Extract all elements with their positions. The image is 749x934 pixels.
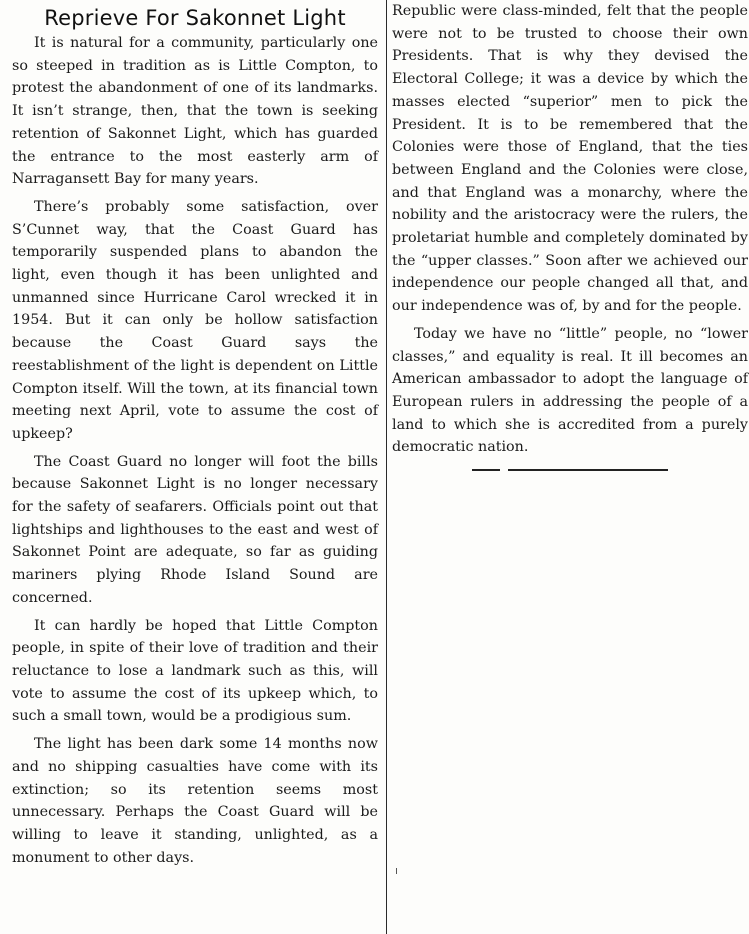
divider-short-rule (472, 469, 500, 471)
article-paragraph-4: It can hardly be hoped that Little Compton people, in spite of their love of tradition and their reluctance to lose a landmark such as this, will vote to assume the cost of its upkeep which, to such a small town, would be a prodigious sum. (12, 617, 378, 725)
left-column (12, 0, 378, 869)
article-end-divider (392, 469, 748, 471)
column-rule (386, 0, 387, 934)
article-paragraph-1: It is natural for a community, particularly one so steeped in tradition as is Little Compton, to protest the abandonment of one of its landmarks. It isn’t strange, then, that the town is seeking retention of Sakonnet Light, which has guarded the entrance to the most easterly arm of Narragansett Bay for many years. (12, 35, 378, 188)
continued-paragraph-1: Republic were class-minded, felt that the people were not to be trusted to choose their own Presidents. That is why they devised the Electoral College; it was a device by which the masses elected “superior” men to pick the President. It is to be remembered that the Colonies were those of England, that the ties between England and the Colonies were close, and that England was a monarchy, where the nobility and the aristocracy were the rulers, the proletariat humble and completely dominated by the “upper classes.” Soon after we achieved our independence our people changed all that, and our independence was of, by and for the people. (392, 3, 748, 315)
article-paragraph-2: There’s probably some satisfaction, over S’Cunnet way, that the Coast Guard has temporarily suspended plans to abandon the light, even though it has been unlighted and unmanned since Hurricane Carol wrecked it in 1954. But it can only be hollow satisfaction because the Coast Guard says the reestablishment of the light is dependent on Little Compton itself. Will the town, at its financial town meeting next April, vote to assume the cost of upkeep? (12, 198, 378, 442)
right-column (392, 0, 748, 471)
continued-paragraph-2: Today we have no “little” people, no “lower classes,” and equality is real. It ill becomes an American ambassador to adopt the language of European rulers in addressing the people of a land to which she is accredited from a purely democratic nation. (392, 325, 748, 456)
article-paragraph-3: The Coast Guard no longer will foot the bills because Sakonnet Light is no longer necessary for the safety of seafarers. Officials point out that lightships and lighthouses to the east and west of Sakonnet Point are adequate, so far as guiding mariners plying Rhode Island Sound are concerned. (12, 453, 378, 606)
article-headline: Reprieve For Sakonnet Light (44, 6, 346, 30)
article-paragraph-5: The light has been dark some 14 months now and no shipping casualties have come with its extinction; so its retention seems most unnecessary. Perhaps the Coast Guard will be willing to leave it standing, unlighted, as a monument to other days. (12, 736, 378, 866)
print-mark (396, 868, 400, 874)
divider-long-rule (508, 469, 668, 471)
